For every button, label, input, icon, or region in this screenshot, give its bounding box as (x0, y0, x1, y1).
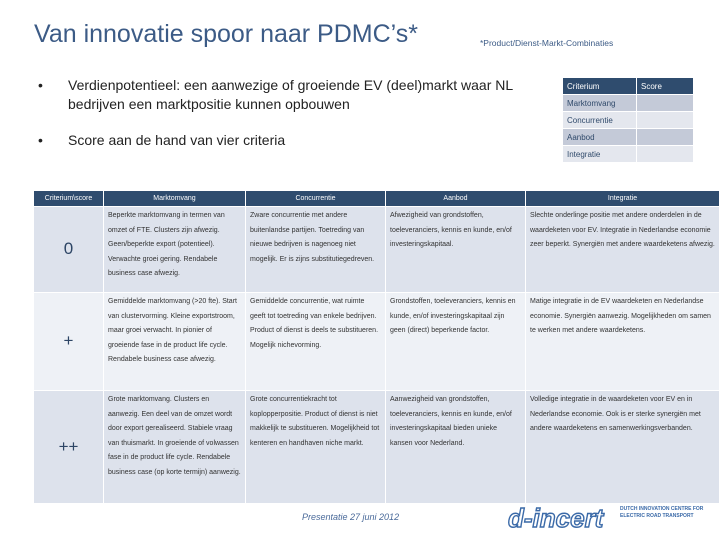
d-incert-logo (506, 503, 610, 533)
page-title: Van innovatie spoor naar PDMC’s* (34, 20, 418, 48)
table-row (34, 293, 720, 391)
table-cell: Afwezigheid van grondstoffen, toeleveranciers, kennis en kunde, en/of investeringskapitaal. (386, 207, 526, 293)
table-row (563, 146, 694, 163)
logo-text: d-incert (508, 503, 604, 533)
table-cell (637, 146, 694, 163)
bullet-item: • Verdienpotentieel: een aanwezige of groeiende EV (deel)markt waar NL bedrijven een marktpositie kunnen opbouwen (38, 76, 563, 114)
header-cell: Criterium\score (34, 191, 104, 207)
table-cell: Gemiddelde marktomvang (>20 fte). Start van clustervorming. Kleine exportstroom, maar groei verwacht. In pionier of groeiende fase in de product life cycle. Rendabele business case afwezig. (104, 293, 246, 391)
table-cell: Marktomvang (563, 95, 637, 112)
table-cell: Grote marktomvang. Clusters en aanwezig. Een deel van de omzet wordt door export gerealiseerd. Stabiele vraag van thuismarkt. In groeiende of volwassen fase in de product life cycle. Rendabele business case (op korte termijn) aanwezig. (104, 391, 246, 504)
score-cell: 0 (34, 207, 104, 293)
logo-caption: DUTCH INNOVATION CENTRE FOR ELECTRIC ROAD TRANSPORT (620, 506, 704, 519)
table-header-row (563, 78, 694, 95)
bullet-list (38, 76, 563, 167)
table-cell: Gemiddelde concurrentie, wat ruimte geeft tot toetreding van enkele bedrijven. Product of dienst is deels te substitueren. Mogelijk nichevorming. (246, 293, 386, 391)
table-cell: Matige integratie in de EV waardeketen en Nederlandse economie. Synergiën aanwezig. Mogelijkheden om samen te werken met andere waardeketens. (526, 293, 720, 391)
score-cell: ++ (34, 391, 104, 504)
table-cell (637, 112, 694, 129)
table-cell: Volledige integratie in de waardeketen voor EV en in Nederlandse economie. Ook is er sterke synergiën met andere waardeketens en samenwerkingsverbanden. (526, 391, 720, 504)
table-cell: Concurrentie (563, 112, 637, 129)
header-cell: Concurrentie (246, 191, 386, 207)
table-row (563, 112, 694, 129)
criteria-summary-table (562, 77, 694, 163)
table-row (34, 391, 720, 504)
table-cell: Grote concurrentiekracht tot koplopperpositie. Product of dienst is niet makkelijk te substitueren. Mogelijkheid tot kenteren en handhaven niche markt. (246, 391, 386, 504)
table-cell (637, 95, 694, 112)
table-cell (637, 129, 694, 146)
header-cell: Criterium (563, 78, 637, 95)
table-cell: Beperkte marktomvang in termen van omzet of FTE. Clusters zijn afwezig. Geen/beperkte export (potentieel). Verwachte groei gering. Rendabele business case afwezig. (104, 207, 246, 293)
criteria-table (33, 190, 720, 504)
table-header-row (34, 191, 720, 207)
header-cell: Aanbod (386, 191, 526, 207)
page-subtitle: *Product/Dienst-Markt-Combinaties (480, 38, 614, 48)
header-cell: Marktomvang (104, 191, 246, 207)
header-cell: Score (637, 78, 694, 95)
table-row (34, 207, 720, 293)
table-cell: Aanbod (563, 129, 637, 146)
table-cell: Slechte onderlinge positie met andere onderdelen in de waardeketen voor EV. Integratie in Nederlandse economie zeer beperkt. Synergiën met andere waardeketens afwezig. (526, 207, 720, 293)
score-cell: + (34, 293, 104, 391)
table-cell: Aanwezigheid van grondstoffen, toeleveranciers, kennis en kunde, en/of investeringskapitaal bieden unieke kansen voor Nederland. (386, 391, 526, 504)
table-cell: Zware concurrentie met andere buitenlandse partijen. Toetreding van nieuwe bedrijven is nagenoeg niet mogelijk. Er is zijns substitutiegedreven. (246, 207, 386, 293)
table-row (563, 95, 694, 112)
table-cell: Integratie (563, 146, 637, 163)
table-cell: Grondstoffen, toeleveranciers, kennis en kunde, en/of investeringskapitaal zijn geen (direct) beperkende factor. (386, 293, 526, 391)
presentation-date: Presentatie 27 juni 2012 (302, 512, 400, 522)
table-row (563, 129, 694, 146)
bullet-item: • Score aan de hand van vier criteria (38, 131, 563, 150)
header-cell: Integratie (526, 191, 720, 207)
